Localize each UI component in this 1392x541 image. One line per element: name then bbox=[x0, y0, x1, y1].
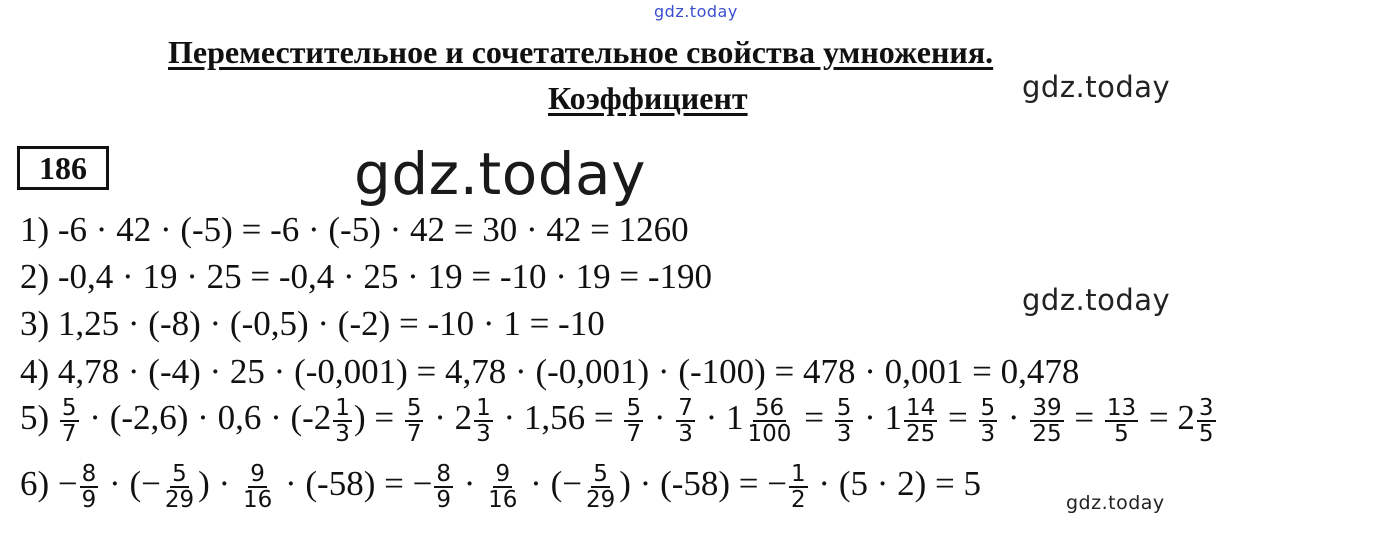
solution-line-1: 1) -6 · 42 · (-5) = -6 · (-5) · 42 = 30 · 42 = 1260 bbox=[20, 210, 689, 249]
solution-line-6 bbox=[20, 462, 981, 512]
expr-text: · 1 bbox=[705, 398, 744, 438]
fraction: $\frac{3}{5}$ bbox=[1198, 395, 1214, 448]
fraction: $\frac{8}{9}$ bbox=[81, 461, 97, 514]
expr-text: = bbox=[948, 398, 968, 438]
solution-line-2: 2) -0,4 · 19 · 25 = -0,4 · 25 · 19 = -10 · 19 = -190 bbox=[20, 257, 713, 296]
expr-text: = bbox=[1074, 398, 1095, 438]
fraction: $\frac{5}{7}$ bbox=[406, 395, 422, 448]
expr-text: · 2 bbox=[434, 398, 473, 438]
expr-text: · bbox=[463, 464, 476, 504]
fraction: $\frac{14}{25}$ bbox=[905, 395, 936, 448]
expr-text: ) = bbox=[353, 398, 395, 438]
solution-line-5 bbox=[20, 396, 1218, 446]
expr-text: · (5 · 2) = 5 bbox=[818, 464, 982, 504]
expr-text: · 1 bbox=[864, 398, 902, 438]
fraction: $\frac{56}{100}$ bbox=[747, 395, 792, 448]
fraction: $\frac{13}{5}$ bbox=[1106, 395, 1137, 448]
fraction: $\frac{5}{29}$ bbox=[164, 461, 195, 514]
page-title: Переместительное и сочетательное свойства умножения. bbox=[168, 34, 994, 70]
expr-text: = 2 bbox=[1148, 398, 1195, 438]
expr-text: ) · bbox=[198, 464, 231, 504]
watermark-center: gdz.today bbox=[354, 140, 646, 208]
fraction: $\frac{9}{16}$ bbox=[488, 461, 518, 514]
fraction: $\frac{5}{7}$ bbox=[61, 395, 77, 448]
watermark-right-middle: gdz.today bbox=[1022, 283, 1171, 317]
fraction: $\frac{5}{29}$ bbox=[585, 461, 616, 514]
fraction: $\frac{1}{3}$ bbox=[335, 395, 350, 448]
expr-text: · (-2,6) · 0,6 · (-2 bbox=[89, 398, 332, 438]
item-prefix: 5) bbox=[20, 398, 50, 438]
expr-text: · 1,56 = bbox=[503, 398, 614, 438]
fraction: $\frac{5}{3}$ bbox=[980, 395, 996, 448]
expr-text: · (− bbox=[109, 464, 161, 504]
expr-text: · bbox=[1007, 398, 1020, 438]
expr-text: ) · (-58) = − bbox=[619, 464, 788, 504]
fraction: $\frac{1}{3}$ bbox=[476, 395, 491, 448]
watermark-bottom: gdz.today bbox=[1066, 492, 1165, 514]
expr-text: · (− bbox=[530, 464, 582, 504]
expr-text: · (-58) = − bbox=[284, 464, 433, 504]
fraction: $\frac{9}{16}$ bbox=[242, 461, 273, 514]
expr-text: · bbox=[653, 398, 666, 438]
watermark-right-upper: gdz.today bbox=[1022, 70, 1171, 104]
page-subtitle: Коэффициент bbox=[548, 80, 748, 116]
watermark-top: gdz.today bbox=[654, 2, 738, 21]
expr-text: = bbox=[804, 398, 824, 438]
solution-line-4: 4) 4,78 · (-4) · 25 · (-0,001) = 4,78 · (-0,001) · (-100) = 478 · 0,001 = 0,478 bbox=[20, 352, 1080, 391]
fraction: $\frac{5}{7}$ bbox=[626, 395, 642, 448]
fraction: $\frac{5}{3}$ bbox=[836, 395, 852, 448]
task-number-box: 186 bbox=[17, 146, 109, 190]
fraction: $\frac{8}{9}$ bbox=[436, 461, 451, 514]
solution-line-3: 3) 1,25 · (-8) · (-0,5) · (-2) = -10 · 1 = -10 bbox=[20, 304, 605, 343]
fraction: $\frac{39}{25}$ bbox=[1032, 395, 1062, 448]
item-prefix: 6) − bbox=[20, 464, 78, 504]
fraction: $\frac{1}{2}$ bbox=[791, 461, 806, 514]
fraction: $\frac{7}{3}$ bbox=[678, 395, 693, 448]
